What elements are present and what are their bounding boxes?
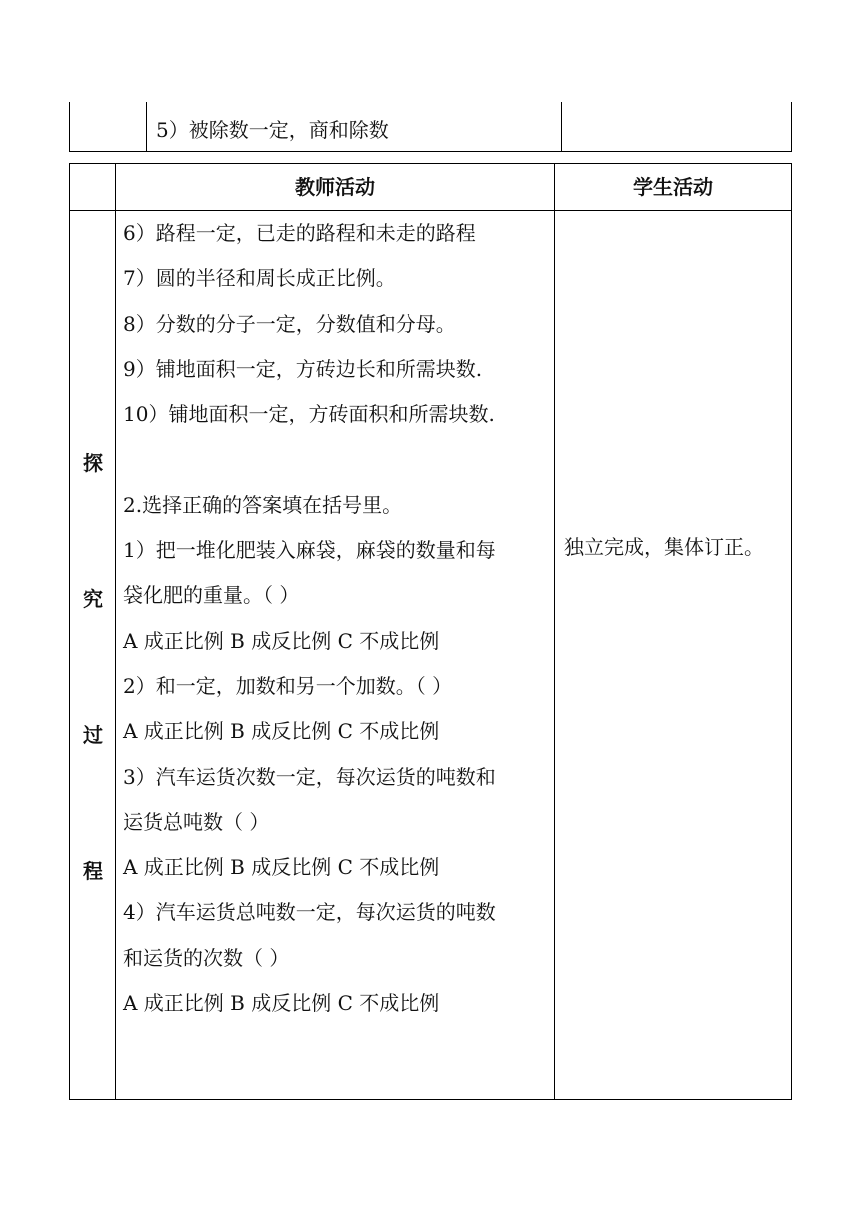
teacher-activity-header: 教师活动 — [295, 175, 375, 199]
side-label-char: 过 — [83, 723, 103, 747]
content-line: 运货总吨数（ ） — [123, 809, 270, 834]
content-line: A 成正比例 B 成反比例 C 不成比例 — [123, 991, 440, 1016]
content-line: A 成正比例 B 成反比例 C 不成比例 — [123, 628, 440, 653]
content-line: A 成正比例 B 成反比例 C 不成比例 — [123, 855, 440, 880]
student-activity-header: 学生活动 — [633, 175, 713, 199]
content-line: 袋化肥的重量。（ ） — [123, 583, 300, 608]
column-divider — [554, 164, 555, 1099]
student-activity-content: 独立完成，集体订正。 — [564, 535, 764, 559]
column-divider — [115, 164, 116, 1099]
content-line: 2.选择正确的答案填在括号里。 — [123, 492, 403, 517]
content-line: 和运货的次数（ ） — [123, 945, 290, 970]
column-divider — [561, 102, 562, 151]
side-label-char: 究 — [83, 587, 103, 611]
content-line: 10）铺地面积一定，方砖面积和所需块数. — [123, 402, 495, 427]
content-line: 2）和一定，加数和另一个加数。（ ） — [123, 673, 453, 698]
content-line: 1）把一堆化肥装入麻袋，麻袋的数量和每 — [123, 538, 496, 563]
content-line: 3）汽车运货次数一定，每次运货的吨数和 — [123, 764, 496, 789]
content-line — [123, 437, 553, 482]
content-line: 4）汽车运货总吨数一定，每次运货的吨数 — [123, 900, 496, 925]
content-line: 8）分数的分子一定，分数值和分母。 — [123, 311, 456, 336]
previous-row-text: 5）被除数一定，商和除数 — [156, 118, 389, 142]
side-label-char: 探 — [83, 451, 103, 475]
previous-table-fragment — [69, 102, 792, 152]
side-label-char: 程 — [83, 859, 103, 883]
content-line: 6）路程一定，已走的路程和未走的路程 — [123, 221, 476, 245]
lesson-table — [69, 163, 792, 1100]
content-line: A 成正比例 B 成反比例 C 不成比例 — [123, 719, 440, 744]
teacher-activity-content — [123, 211, 553, 1026]
content-line: 7）圆的半径和周长成正比例。 — [123, 266, 396, 291]
column-divider — [146, 102, 147, 151]
content-line: 9）铺地面积一定，方砖边长和所需块数. — [123, 356, 483, 381]
